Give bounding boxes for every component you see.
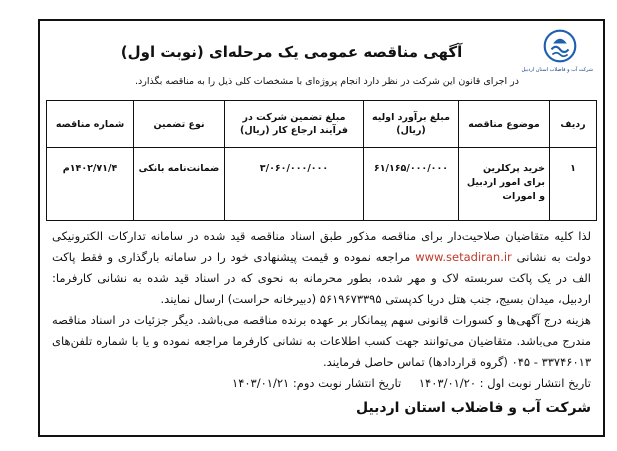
cell-row-number: ۱ <box>550 148 597 221</box>
company-logo <box>521 29 593 74</box>
header-row-number: ردیف <box>550 101 597 148</box>
cell-subject: خرید پرکلرین برای امور اردبیل و امورات <box>459 148 550 221</box>
setadiran-link[interactable]: www.setadiran.ir <box>415 250 512 264</box>
notice-body <box>52 226 591 373</box>
body-text-after-url: مراجعه نموده و قیمت پیشنهادی خود را در سامانه بارگذاری و فقط پاکت الف در یک پاکت سربسته لاک و مهر شده، بطور محرمانه به نحوی که در اسناد قید شده به نشانی کارفرما: اردبیل، میدان بسیج، جنب هتل دریا کدپستی ۵۶۱۹۶۷۳۳۹۵ (دبیرخانه حراست) ارسال نمایند. <box>52 250 591 306</box>
notice-intro: در اجرای قانون این شرکت در نظر دارد انجام پروژه‌ای با مشخصات کلی ذیل را به مناقصه بگذارد. <box>134 76 519 87</box>
header-tender-number: شماره مناقصه <box>47 101 134 148</box>
logo-caption: شرکت آب و فاضلاب استان اردبیل <box>521 67 593 73</box>
body-paragraph-2: هزینه درج آگهی‌ها و کسورات قانونی سهم پیمانکار بر عهده برنده مناقصه می‌باشد. دیگر جزئیات در اسناد مناقصه مندرج می‌باشد. متقاضیان می‌توانند جهت کسب اطلاعات به نشانی کارفرما مراجعه نموده و یا با شماره تلفن‌های ۳۳۷۴۶۰۱۳ - ۰۴۵ (گروه قراردادها) تماس حاصل فرمایند. <box>52 313 591 369</box>
body-paragraph-1 <box>52 226 591 310</box>
cell-estimate: ۶۱/۱۶۵/۰۰۰/۰۰۰ <box>364 148 459 221</box>
tender-table <box>46 100 597 221</box>
body-text-before-url: لذا کلیه متقاضیان صلاحیت‌دار برای مناقصه مذکور طبق اسناد مناقصه قید شده در سامانه تدارکات الکترونیکی دولت به نشانی <box>52 229 592 264</box>
cell-guarantee-type: ضمانت‌نامه بانکی <box>134 148 225 221</box>
header-estimate: مبلغ برآورد اولیه (ریال) <box>364 101 459 148</box>
cell-tender-number: ۱۴۰۲/۷۱/۴م <box>47 148 134 221</box>
notice-title: آگهی مناقصه عمومی یک مرحله‌ای (نوبت اول) <box>120 43 463 61</box>
publication-dates <box>218 376 591 390</box>
header-subject: موضوع مناقصه <box>459 101 550 148</box>
table-header-row <box>47 101 597 148</box>
first-publication-date: تاریخ انتشار نوبت اول : ۱۴۰۳/۰۱/۲۰ <box>418 376 591 390</box>
company-signature: شرکت آب و فاضلاب استان اردبیل <box>355 400 591 416</box>
water-drop-logo-icon <box>543 29 577 63</box>
table-row <box>47 148 597 221</box>
notice-frame <box>38 19 605 437</box>
header-guarantee-amount: مبلغ تضمین شرکت در فرآیند ارجاع کار (ریال) <box>225 101 364 148</box>
cell-guarantee-amount: ۳/۰۶۰/۰۰۰/۰۰۰ <box>225 148 364 221</box>
second-publication-date: تاریخ انتشار نوبت دوم: ۱۴۰۳/۰۱/۲۱ <box>232 376 402 390</box>
header-guarantee-type: نوع تضمین <box>134 101 225 148</box>
